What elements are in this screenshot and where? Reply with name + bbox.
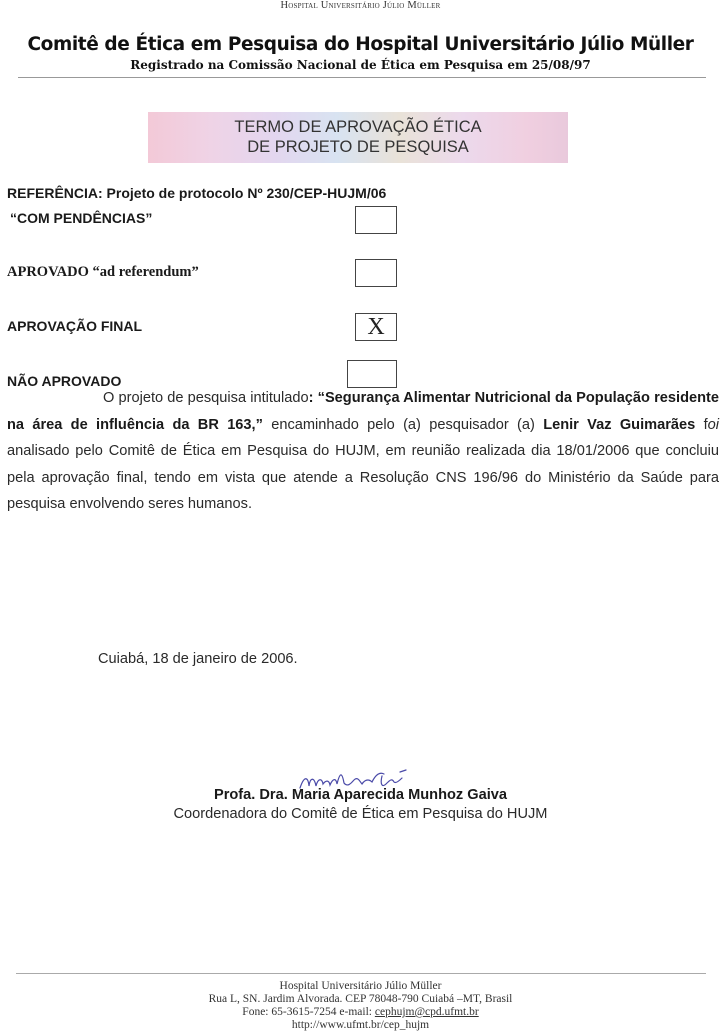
footer-website-link[interactable]: http://www.ufmt.br/cep_hujm	[291, 1019, 430, 1031]
footer-contact: Fone: 65-3615-7254 e-mail: cephujm@cpd.ufmt.br	[242, 1006, 479, 1018]
option-label-com-pendencias: “COM PENDÊNCIAS”	[10, 210, 153, 226]
checkbox-aprovacao-final: X	[355, 313, 397, 341]
checkbox-nao-aprovado	[347, 360, 397, 388]
place-and-date: Cuiabá, 18 de janeiro de 2006.	[98, 651, 298, 667]
banner-title-line2: DE PROJETO DE PESQUISA	[247, 138, 469, 156]
footer-divider	[16, 973, 706, 974]
signer-name: Profa. Dra. Maria Aparecida Munhoz Gaiva	[213, 787, 508, 803]
option-label-nao-aprovado: NÃO APROVADO	[7, 373, 122, 389]
hospital-header: Hospital Universitário Júlio Müller	[280, 0, 441, 11]
checkbox-com-pendencias	[355, 206, 397, 234]
footer-address: Rua L, SN. Jardim Alvorada. CEP 78048-790 Cuiabá –MT, Brasil	[208, 993, 513, 1005]
banner-title-line1: TERMO DE APROVAÇÃO ÉTICA	[234, 118, 482, 136]
header-divider	[18, 77, 706, 78]
option-label-aprovacao-final: APROVAÇÃO FINAL	[7, 318, 143, 334]
footer-hospital: Hospital Universitário Júlio Müller	[279, 980, 442, 992]
footer-email-link[interactable]: cephujm@cpd.ufmt.br	[374, 1006, 479, 1018]
researcher-name: Lenir Vaz Guimarães	[543, 416, 696, 433]
registration-note: Registrado na Comissão Nacional de Ética em Pesquisa em 25/08/97	[130, 58, 591, 72]
checkbox-ad-referendum	[355, 259, 397, 287]
option-label-ad-referendum: APROVADO “ad referendum”	[7, 264, 199, 280]
project-title: “Segurança Alimentar Nutricional da População residente na área de influência da BR 163,”	[7, 390, 719, 433]
signer-role: Coordenadora do Comitê de Ética em Pesquisa do HUJM	[173, 806, 548, 822]
committee-title: Comitê de Ética em Pesquisa do Hospital Universitário Júlio Müller	[27, 34, 694, 55]
protocol-reference: REFERÊNCIA: Projeto de protocolo Nº 230/CEP-HUJM/06	[7, 185, 387, 201]
approval-paragraph: O projeto de pesquisa intitulado: “Segurança Alimentar Nutricional da População residente na área de influência da BR 163,” encaminhado pelo (a) pesquisador (a) Lenir Vaz Guimarães foi analisado pelo Comitê de Ética em Pesquisa do HUJM, em reunião realizada dia 18/01/2006 que concluiu pela aprovação final, tendo em vista que atende a Resolução CNS 196/96 do Ministério da Saúde para pesquisa envolvendo seres humanos.	[7, 390, 720, 512]
